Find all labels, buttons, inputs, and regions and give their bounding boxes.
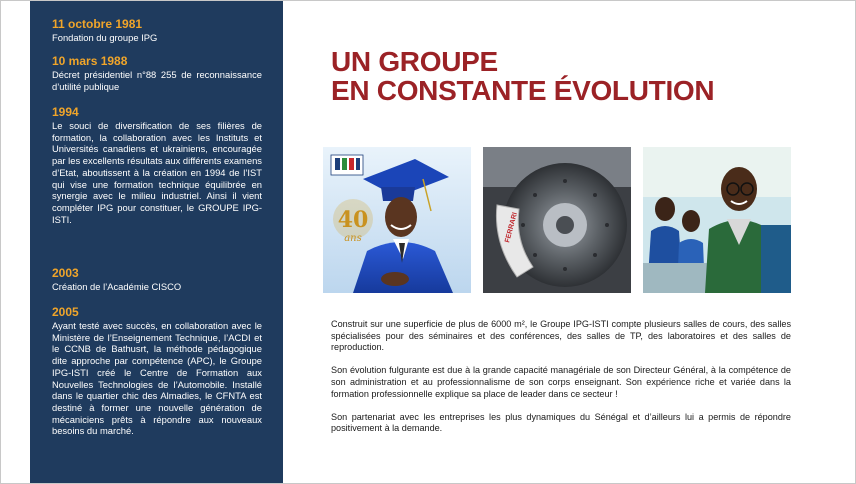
- badge-number: 40: [337, 207, 369, 233]
- paragraph: Construit sur une superficie de plus de 6000 m², le Groupe IPG-ISTI compte plusieurs salles de cours, des salles spécialisées pour des séminaires et des conférences, des salles de TP, des laboratoires et des salles de reproduction.: [331, 319, 791, 353]
- school-logo-icon: [331, 155, 363, 175]
- caliper-brand: FERRARI: [504, 211, 519, 244]
- timeline-date: 11 octobre 1981: [52, 17, 143, 31]
- timeline-date: 1994: [52, 105, 79, 119]
- timeline-entry-1981: [52, 17, 262, 44]
- timeline-text: Création de l’Académie CISCO: [52, 281, 182, 292]
- timeline-text: Ayant testé avec succès, en collaboration avec le Ministère de l’Enseignement Technique, l’ACDI et le CCNB de Bathusrt, la méthode pédagogique dite approche par compétence (APC), le Groupe IPG-ISTI créé le Centre de Formation aux Nouvelles Technologies de l’Automobile. Installé dans le quartier chic des Almadies, le CFNTA est destiné à former une nouvelle génération de mécaniciens prêts à répondre aux nouveaux besoins du marché.: [52, 320, 262, 437]
- timeline-text: Décret présidentiel n°88 255 de reconnaissance d’utilité publique: [52, 69, 262, 92]
- body-text: [331, 319, 791, 447]
- page-title: [331, 47, 714, 105]
- badge-sub: ans: [344, 233, 362, 244]
- timeline-entry-1994: [52, 105, 262, 225]
- paragraph: Son évolution fulgurante est due à la grande capacité managériale de son Directeur Général, à la compétence de son administration et au professionnalisme de son corps enseignant. Son expérience riche et variée dans la formation professionnelle explique sa place de leader dans ce secteur !: [331, 365, 791, 399]
- paragraph: Son partenariat avec les entreprises les plus dynamiques du Sénégal et d’ailleurs lui a permis de répondre positivement à la demande.: [331, 411, 791, 434]
- timeline-date: 10 mars 1988: [52, 54, 128, 68]
- timeline-entry-1988: [52, 54, 262, 92]
- students-photo: [643, 147, 791, 293]
- timeline-date: 2005: [52, 305, 79, 319]
- timeline-entry-2005: [52, 305, 262, 437]
- title-line-1: UN GROUPE: [331, 46, 498, 77]
- graduate-photo: [323, 147, 471, 293]
- timeline-entry-2003: [52, 266, 262, 293]
- timeline-text: Le souci de diversification de ses filières de formation, la collaboration avec les Instituts et Universités canadiens et ukrainiens, encouragée par les excellents résultats aux différents examens d’Etat, aboutissent à la création en 1994 de l’IST qui vise une formation technique équilibrée en synergie avec le milieu industriel. Ainsi il vient compléter IPG pour constituer, le GROUPE IPG-ISTI.: [52, 120, 262, 225]
- title-line-2: EN CONSTANTE ÉVOLUTION: [331, 75, 715, 106]
- timeline-sidebar: [30, 1, 283, 483]
- timeline-date: 2003: [52, 266, 79, 280]
- brake-disc-photo: [483, 147, 631, 293]
- timeline-text: Fondation du groupe IPG: [52, 32, 158, 43]
